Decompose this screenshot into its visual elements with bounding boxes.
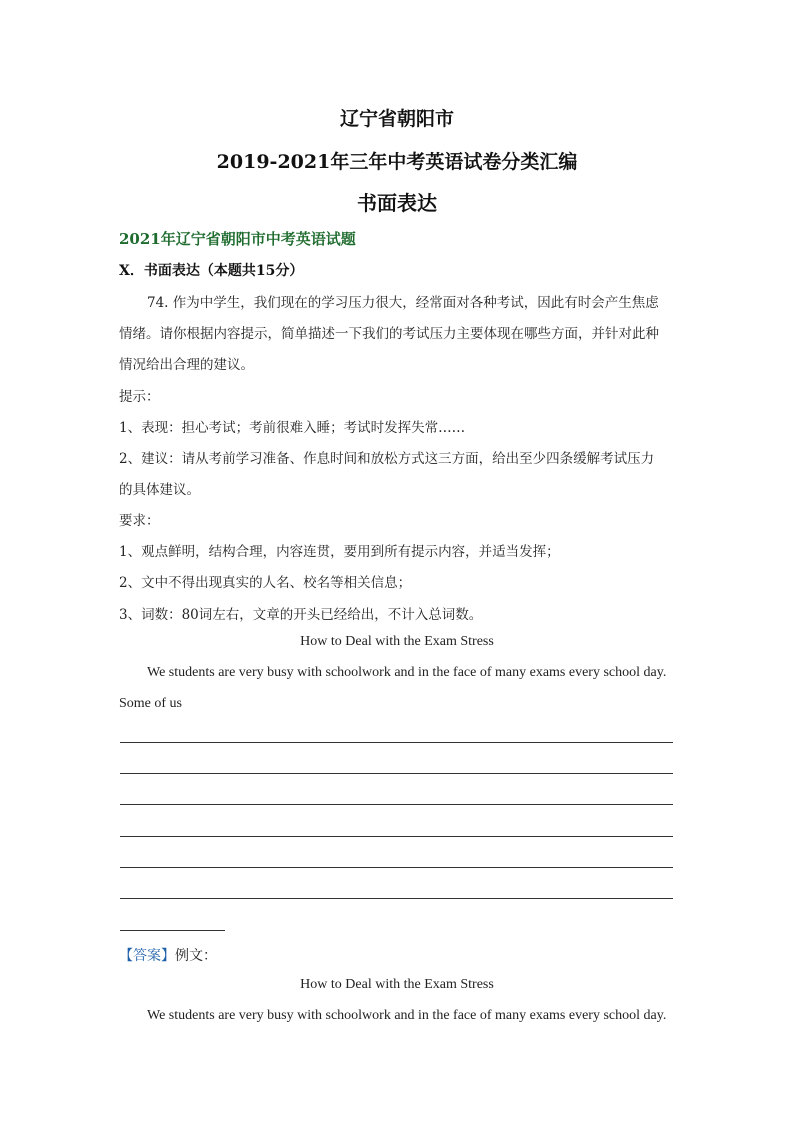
prompt-line: 1、表现：担心考试；考前很难入睡；考试时发挥失常……	[119, 420, 466, 436]
writing-line[interactable]	[120, 742, 673, 743]
answer-suffix: 例文：	[175, 948, 217, 964]
question-heading: X．书面表达（本题共15分）	[119, 263, 304, 279]
essay-title: How to Deal with the Exam Stress	[300, 634, 494, 649]
answer-essay-line: We students are very busy with schoolwork and in the face of many exams every school day.	[147, 1008, 667, 1023]
prompt-line: 的具体建议。	[119, 482, 200, 498]
document-title-line1: 辽宁省朝阳市	[339, 108, 454, 130]
prompt-line: 74. 作为中学生，我们现在的学习压力很大，经常面对各种考试，因此有时会产生焦虑	[147, 295, 659, 311]
writing-line[interactable]	[120, 836, 673, 837]
prompt-line: 情绪。请你根据内容提示，简单描述一下我们的考试压力主要体现在哪些方面，并针对此种	[119, 326, 659, 342]
writing-line[interactable]	[120, 867, 673, 868]
document-title-line2: 2019-2021年三年中考英语试卷分类汇编	[216, 151, 578, 173]
essay-opening-line: We students are very busy with schoolwork and in the face of many exams every school day.	[147, 665, 667, 680]
prompt-line: 3、词数：80词左右，文章的开头已经给出，不计入总词数。	[119, 607, 483, 623]
prompt-line: 要求：	[119, 513, 160, 529]
writing-line[interactable]	[120, 773, 673, 774]
document-title-line3: 书面表达	[357, 191, 437, 215]
section-title: 2021年辽宁省朝阳市中考英语试题	[119, 230, 356, 248]
writing-line[interactable]	[120, 898, 673, 899]
prompt-line: 提示：	[119, 389, 160, 405]
essay-opening-line: Some of us	[119, 696, 182, 711]
answer-essay-title: How to Deal with the Exam Stress	[300, 977, 494, 992]
writing-line[interactable]	[120, 804, 673, 805]
answer-heading	[119, 945, 217, 965]
prompt-line: 情况给出合理的建议。	[119, 357, 254, 373]
prompt-line: 2、建议：请从考前学习准备、作息时间和放松方式这三方面，给出至少四条缓解考试压力	[119, 451, 655, 467]
prompt-line: 1、观点鲜明，结构合理，内容连贯，要用到所有提示内容，并适当发挥；	[119, 544, 560, 560]
footnote-separator	[120, 930, 225, 931]
answer-label: 【答案】	[119, 948, 175, 964]
prompt-line: 2、文中不得出现真实的人名、校名等相关信息；	[119, 575, 412, 591]
